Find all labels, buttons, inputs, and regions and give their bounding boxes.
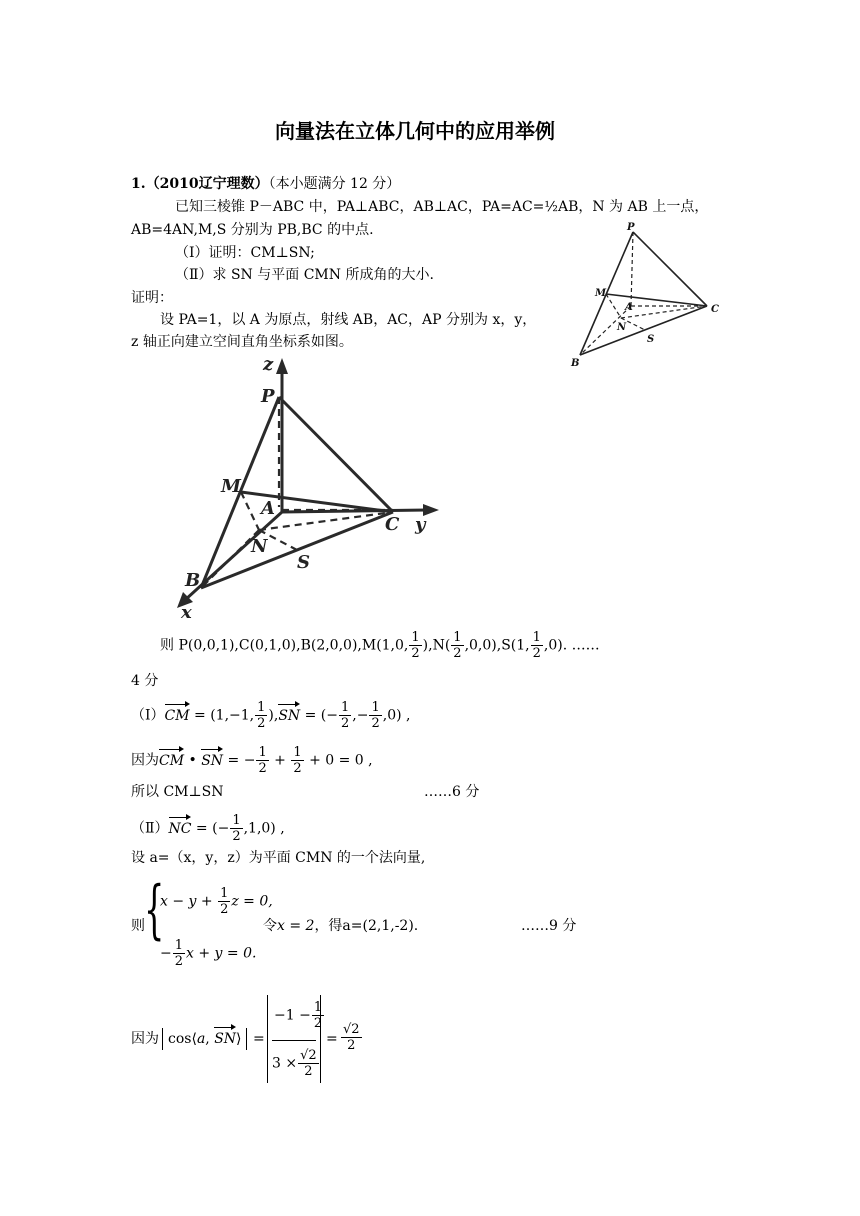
perpendicular-conclusion: 所以 CM⊥SN xyxy=(131,784,224,800)
problem-number: 1. xyxy=(131,176,146,192)
small-label-m: M xyxy=(595,288,607,299)
then-label: 则 xyxy=(131,918,145,934)
coords-part-d: ,0). …… xyxy=(543,637,600,654)
problem-statement-line1: 已知三棱锥 P－ABC 中，PA⊥ABC，AB⊥AC，PA=AC=½AB，N 为 AB 上一点， xyxy=(175,199,709,215)
equals-sign: = xyxy=(326,1031,338,1047)
fraction-half: $\frac{1}{2}$ xyxy=(532,630,541,661)
fraction-half: $\frac{1}{2}$ xyxy=(232,813,241,844)
equation-1: x − y + $\frac{1}{2}$ z = 0, xyxy=(160,886,273,917)
problem-part1: （Ⅰ）证明：CM⊥SN; xyxy=(175,245,315,261)
z-axis-arrow xyxy=(276,358,288,374)
abs-bar xyxy=(162,1028,163,1050)
big-fraction-line xyxy=(272,1040,316,1041)
fraction-half: $\frac{1}{2}$ xyxy=(174,938,184,969)
abs-bar xyxy=(320,995,321,1083)
part2-score: ……9 分 xyxy=(521,918,577,934)
equation-2: − $\frac{1}{2}$ x + y = 0. xyxy=(160,938,257,969)
big-fraction-denominator: 3 × $\frac{√2}{2}$ xyxy=(272,1048,317,1079)
problem-statement-line2: AB=4AN,M,S 分别为 PB,BC 的中点. xyxy=(131,222,374,238)
vector-sn: SN xyxy=(278,707,301,724)
fraction-half: $\frac{1}{2}$ xyxy=(257,700,266,731)
large-label-p: P xyxy=(261,386,275,407)
part2-label: （Ⅱ） xyxy=(131,820,169,837)
setup-line1: 设 PA=1，以 A 为原点，射线 AB，AC，AP 分别为 x，y， xyxy=(160,312,537,328)
vector-sn: SN xyxy=(201,752,224,769)
large-label-a: A xyxy=(261,498,275,519)
abs-bar xyxy=(267,995,268,1083)
fraction-half: $\frac{1}{2}$ xyxy=(258,745,267,776)
coords-part-a: 则 P(0,0,1),C(0,1,0),B(2,0,0),M(1,0, xyxy=(160,637,409,654)
tetrahedron-small-figure xyxy=(565,218,735,373)
big-fraction-numerator: −1 − $\frac{1}{2}$ xyxy=(274,1000,323,1031)
fraction-sqrt2-over-2: $\frac{√2}{2}$ xyxy=(300,1048,317,1079)
fraction-half: $\frac{1}{2}$ xyxy=(220,886,229,917)
part1-score: ……6 分 xyxy=(424,784,480,800)
coordinate-system-figure xyxy=(165,352,450,622)
page-title: 向量法在立体几何中的应用举例 xyxy=(275,119,555,143)
problem-source: （2010辽宁理数） xyxy=(145,176,269,192)
large-label-m: M xyxy=(221,476,241,497)
cos-because: 因为 xyxy=(131,1031,159,1047)
dot-product-line: 因为CM • SN = − $\frac{1}{2}$ + $\frac{1}{2}$ + 0 = 0 , xyxy=(131,745,373,776)
coords-part-b: ),N( xyxy=(422,637,451,654)
large-label-z: z xyxy=(263,354,274,375)
proof-label: 证明： xyxy=(131,290,173,306)
large-label-y: y xyxy=(415,514,426,535)
large-label-s: S xyxy=(297,552,310,573)
vector-nc: NC xyxy=(168,820,192,837)
problem-part2: （Ⅱ）求 SN 与平面 CMN 所成角的大小. xyxy=(175,267,434,283)
fraction-half: $\frac{1}{2}$ xyxy=(411,630,420,661)
part1-vectors: （Ⅰ）CM = (1,−1, $\frac{1}{2}$ ),SN = (− $\frac{1}{2}$ ,− $\frac{1}{2}$ ,0) , xyxy=(131,700,411,731)
small-label-a: A xyxy=(625,302,633,313)
small-label-b: B xyxy=(571,358,580,369)
coordinates-score: 4 分 xyxy=(131,673,159,689)
vector-sn: SN xyxy=(214,1031,237,1047)
setup-line2: z 轴正向建立空间直角坐标系如图。 xyxy=(131,334,353,350)
large-label-c: C xyxy=(385,514,400,535)
fraction-half: $\frac{1}{2}$ xyxy=(453,630,462,661)
fraction-half: $\frac{1}{2}$ xyxy=(313,1000,323,1031)
cos-result xyxy=(340,1022,363,1053)
small-label-n: N xyxy=(617,322,627,333)
large-label-b: B xyxy=(185,570,201,591)
cos-expression: cos⟨a, SN⟩ xyxy=(168,1031,242,1047)
fraction-half: $\frac{1}{2}$ xyxy=(371,700,380,731)
part1-label: （Ⅰ） xyxy=(131,707,165,724)
large-label-x: x xyxy=(181,602,192,622)
coords-part-c: ,0,0),S(1, xyxy=(464,637,530,654)
part2-vector-nc: （Ⅱ）NC = (− $\frac{1}{2}$ ,1,0) , xyxy=(131,813,285,844)
problem-heading xyxy=(131,175,400,193)
problem-score: （本小题满分 12 分） xyxy=(268,176,401,192)
normal-solution: 令x = 2，得a=(2,1,-2). xyxy=(263,918,419,934)
fraction-half: $\frac{1}{2}$ xyxy=(293,745,302,776)
equals-sign: = xyxy=(253,1031,265,1047)
small-label-c: C xyxy=(711,304,719,315)
small-label-p: P xyxy=(627,222,635,233)
coordinates-line xyxy=(160,630,600,661)
normal-vector-line: 设 a=（x，y，z）为平面 CMN 的一个法向量, xyxy=(131,850,426,866)
fraction-half: $\frac{1}{2}$ xyxy=(341,700,350,731)
small-label-s: S xyxy=(647,334,655,345)
vector-cm: CM xyxy=(164,707,190,724)
large-label-n: N xyxy=(251,536,268,557)
vector-cm: CM xyxy=(159,752,185,769)
fraction-sqrt2-over-2: $\frac{√2}{2}$ xyxy=(343,1022,360,1053)
abs-bar xyxy=(246,1028,247,1050)
system-brace: { xyxy=(144,873,165,947)
